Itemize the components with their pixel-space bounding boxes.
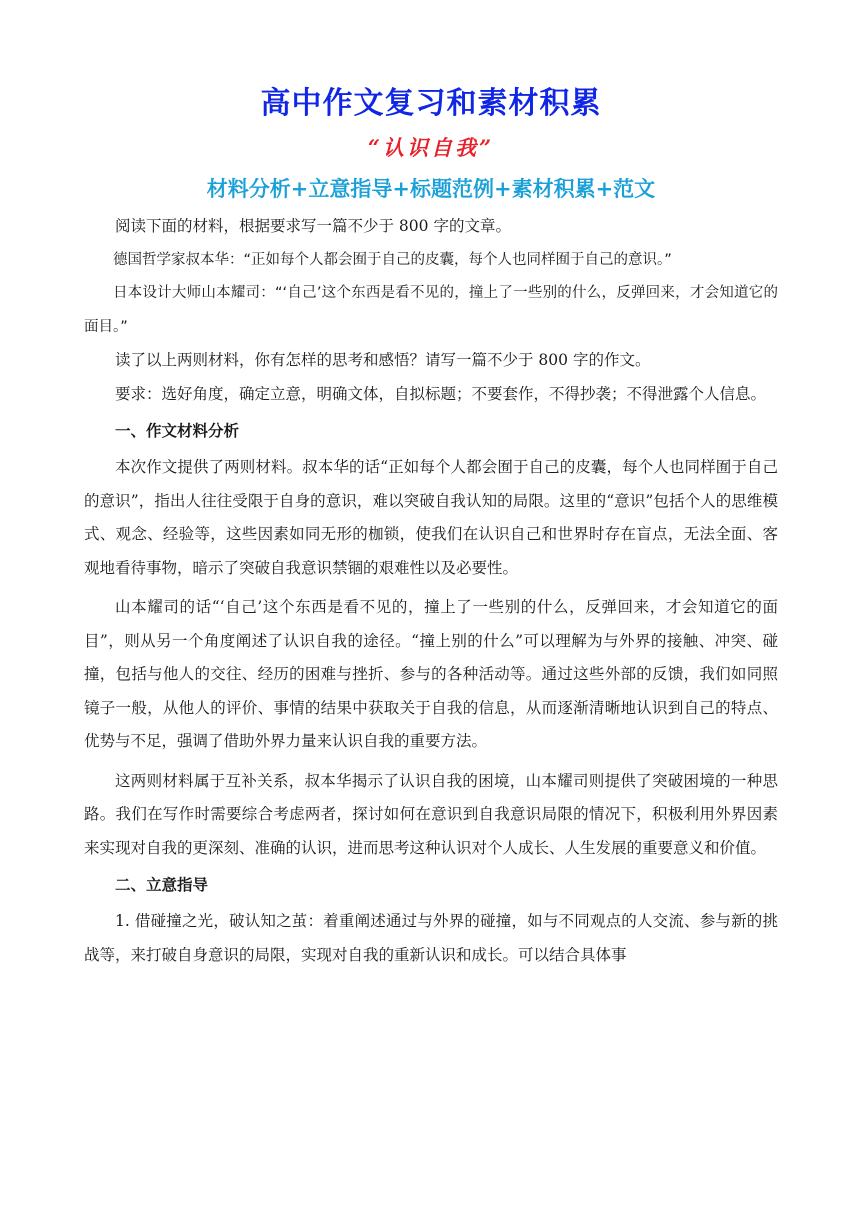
content-overview-line: 材料分析+立意指导+标题范例+素材积累+范文 bbox=[206, 176, 656, 201]
prompt-question: 读了以上两则材料，你有怎样的思考和感悟？请写一篇不少于 800 字的作文。 bbox=[115, 351, 651, 369]
document-subtitle: “认识自我” bbox=[367, 135, 495, 160]
document-page bbox=[84, 80, 778, 972]
guidance-item: 1. 借碰撞之光，破认知之茧：着重阐述通过与外界的碰撞，如与不同观点的人交流、参与新的挑战等，来打破自身意识的局限，实现对自我的重新认识和成长。可以结合具体事 bbox=[84, 912, 778, 964]
section-heading-analysis: 一、作文材料分析 bbox=[115, 422, 240, 440]
prompt-quote-schopenhauer: 德国哲学家叔本华：“正如每个人都会囿于自己的皮囊，每个人也同样囿于自己的意识。” bbox=[113, 251, 672, 268]
section-heading-guidance: 二、立意指导 bbox=[115, 876, 209, 894]
prompt-quote-yamamoto: 日本设计大师山本耀司：“‘自己’这个东西是看不见的，撞上了一些别的什么，反弹回来，才会知道它的面目。” bbox=[84, 285, 778, 335]
prompt-intro: 阅读下面的材料，根据要求写一篇不少于 800 字的文章。 bbox=[115, 217, 511, 235]
analysis-paragraph: 山本耀司的话“‘自己’这个东西是看不见的，撞上了一些别的什么，反弹回来，才会知道它的面目”，则从另一个角度阐述了认识自我的途径。“撞上别的什么”可以理解为与外界的接触、冲突、碰撞，包括与他人的交往、经历的困难与挫折、参与的各种活动等。通过这些外部的反馈，我们如同照镜子一般，从他人的评价、事情的结果中获取关于自我的信息，从而逐渐清晰地认识到自己的特点、优势与不足，强调了借助外界力量来认识自我的重要方法。 bbox=[84, 598, 778, 750]
analysis-paragraph: 本次作文提供了两则材料。叔本华的话“正如每个人都会囿于自己的皮囊，每个人也同样囿于自己的意识”，指出人往往受限于自身的意识，难以突破自我认知的局限。这里的“意识”包括个人的思维模式、观念、经验等，这些因素如同无形的枷锁，使我们在认识自己和世界时存在盲点，无法全面、客观地看待事物，暗示了突破自我意识禁锢的艰难性以及必要性。 bbox=[84, 458, 778, 577]
document-title: 高中作文复习和素材积累 bbox=[260, 86, 602, 121]
analysis-paragraph: 这两则材料属于互补关系，叔本华揭示了认识自我的困境，山本耀司则提供了突破困境的一种思路。我们在写作时需要综合考虑两者，探讨如何在意识到自我意识局限的情况下，积极利用外界因素来实现对自我的更深刻、准确的认识，进而思考这种认识对个人成长、人生发展的重要意义和价值。 bbox=[84, 771, 778, 857]
prompt-requirement: 要求：选好角度，确定立意，明确文体，自拟标题；不要套作，不得抄袭；不得泄露个人信息。 bbox=[115, 384, 767, 403]
